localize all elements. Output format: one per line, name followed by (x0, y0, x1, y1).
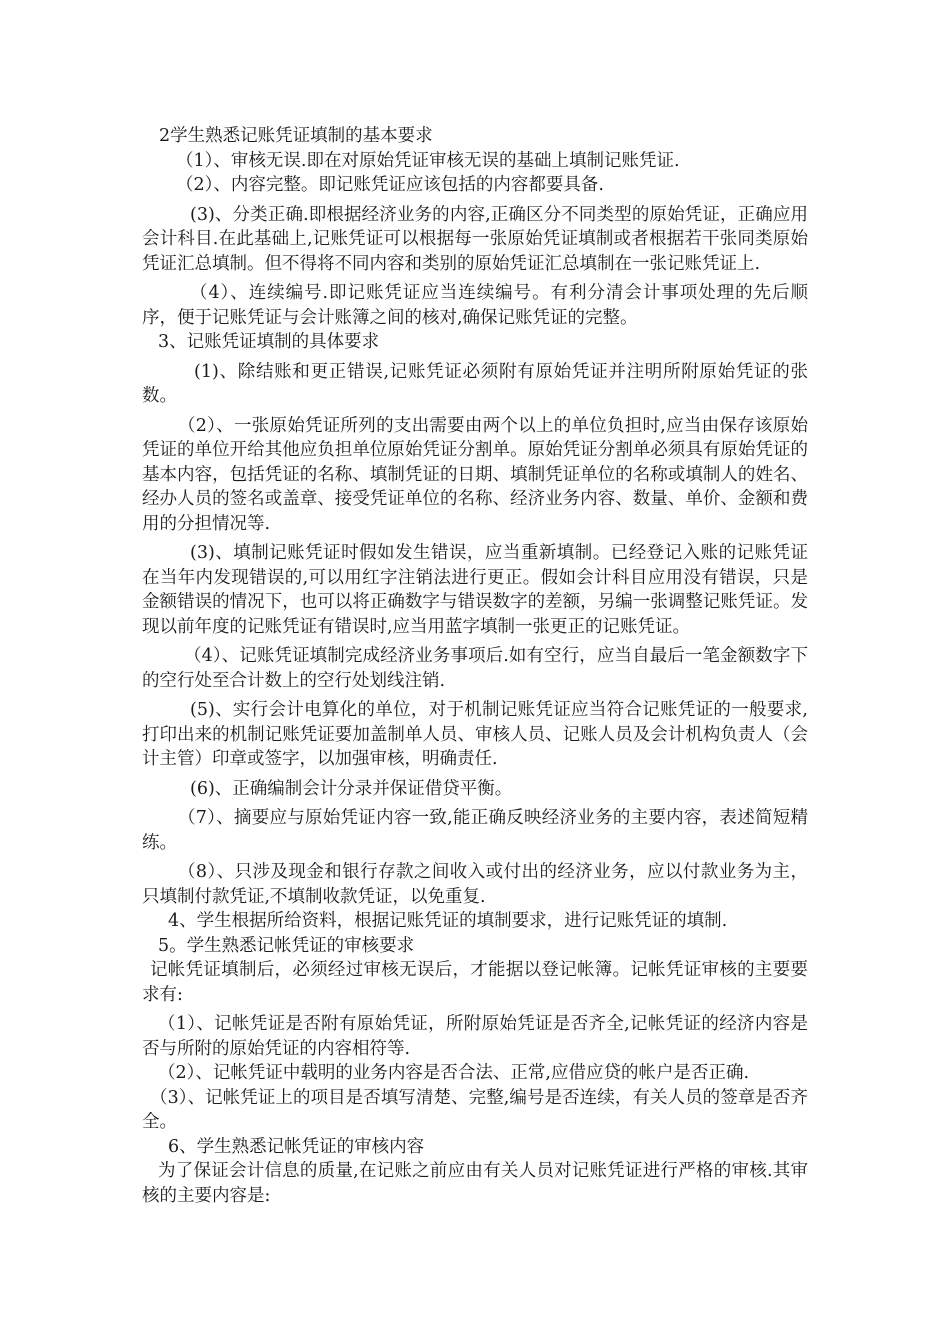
paragraph: 3、记账凭证填制的具体要求 (158, 332, 380, 352)
paragraph: （1）、记帐凭证是否附有原始凭证，所附原始凭证是否齐全,记帐凭证的经济内容是否与所附的原始凭证的内容相符等. (142, 1014, 808, 1059)
paragraph: （2）、内容完整。即记账凭证应该包括的内容都要具备. (176, 175, 604, 195)
paragraph: （3）、记帐凭证上的项目是否填写清楚、完整,编号是否连续，有关人员的签章是否齐全。 (142, 1087, 808, 1132)
paragraph: 记帐凭证填制后，必须经过审核无误后，才能据以登记帐簿。记帐凭证审核的主要要求有: (142, 960, 808, 1005)
paragraph: 5。学生熟悉记帐凭证的审核要求 (158, 935, 415, 956)
paragraph: （4）、记账凭证填制完成经济业务事项后.如有空行，应当自最后一笔金额数字下的空行处至合计数上的空行处划线注销. (142, 646, 808, 691)
paragraph: 6、学生熟悉记帐凭证的审核内容 (168, 1136, 425, 1157)
paragraph: 为了保证会计信息的质量,在记账之前应由有关人员对记账凭证进行严格的审核.其审核的主要内容是: (142, 1161, 808, 1206)
paragraph: （2）、记帐凭证中载明的业务内容是否合法、正常,应借应贷的帐户是否正确. (158, 1063, 750, 1083)
paragraph: （1）、审核无误.即在对原始凭证审核无误的基础上填制记账凭证. (176, 150, 680, 171)
document-body (142, 124, 808, 1208)
paragraph: (6)、正确编制会计分录并保证借贷平衡。 (190, 778, 513, 799)
paragraph: (5)、实行会计电算化的单位，对于机制记账凭证应当符合记账凭证的一般要求,打印出来的机制记账凭证要加盖制单人员、审核人员、记账人员及会计机构负责人（会计主管）印章或签字，以加强审核，明确责任. (142, 700, 808, 769)
paragraph: （8）、只涉及现金和银行存款之间收入或付出的经济业务，应以付款业务为主，只填制付款凭证,不填制收款凭证，以免重复. (142, 862, 808, 907)
paragraph: （2）、一张原始凭证所列的支出需要由两个以上的单位负担时,应当由保存该原始凭证的单位开给其他应负担单位原始凭证分割单。原始凭证分割单必须具有原始凭证的基本内容，包括凭证的名称、填制凭证的日期、填制凭证单位的名称或填制人的姓名、经办人员的签名或盖章、接受凭证单位的名称、经济业务内容、数量、单价、金额和费用的分担情况等. (142, 415, 808, 534)
paragraph: （4）、连续编号.即记账凭证应当连续编号。有利分清会计事项处理的先后顺序，便于记账凭证与会计账簿之间的核对,确保记账凭证的完整。 (142, 283, 808, 328)
paragraph: (3)、填制记账凭证时假如发生错误，应当重新填制。已经登记入账的记账凭证在当年内发现错误的,可以用红字注销法进行更正。假如会计科目应用没有错误，只是金额错误的情况下，也可以将正确数字与错误数字的差额，另编一张调整记账凭证。发现以前年度的记账凭证有错误时,应当用蓝字填制一张更正的记账凭证。 (142, 543, 808, 637)
paragraph: 4、学生根据所给资料，根据记账凭证的填制要求，进行记账凭证的填制. (168, 911, 728, 931)
paragraph: （7）、摘要应与原始凭证内容一致,能正确反映经济业务的主要内容，表述简短精练。 (142, 808, 808, 853)
paragraph: (3)、分类正确.即根据经济业务的内容,正确区分不同类型的原始凭证，正确应用会计科目.在此基础上,记账凭证可以根据每一张原始凭证填制或者根据若干张同类原始凭证汇总填制。但不得将不同内容和类别的原始凭证汇总填制在一张记账凭证上. (142, 204, 808, 274)
paragraph: 2学生熟悉记账凭证填制的基本要求 (159, 126, 433, 146)
paragraph: (1)、除结账和更正错误,记账凭证必须附有原始凭证并注明所附原始凭证的张数。 (142, 361, 808, 406)
